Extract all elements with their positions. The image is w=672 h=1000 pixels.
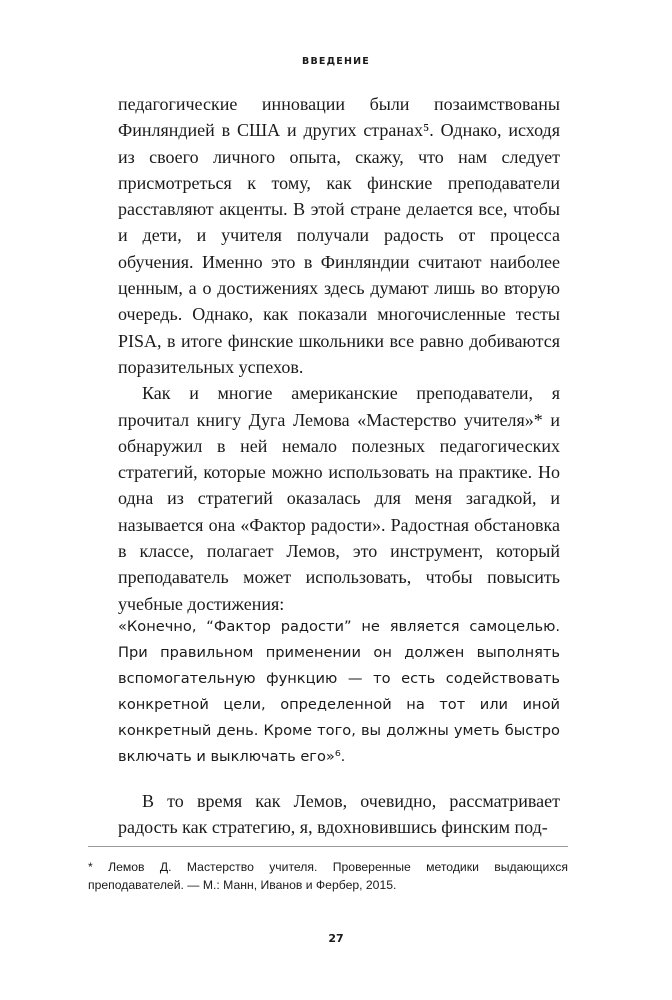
footnote: * Лемов Д. Мастерство учителя. Проверенные методики выдающихся преподавателей. — М.: Манн, Иванов и Фербер, 2015. [88, 860, 568, 892]
paragraph-2: Как и многие американские преподаватели, я прочитал книгу Дуга Лемова «Мастерство учителя»* и обнаружил в ней немало полезных педагогических стратегий, которые можно использовать на практике. Но одна из стратегий оказалась для меня загадкой, и называется она «Фактор радости». Радостная обстановка в классе, полагает Лемов, это инструмент, который преподаватель может использовать, чтобы повысить учебные достижения: [118, 383, 560, 614]
footnote-divider [88, 846, 568, 847]
paragraph-1: педагогические инновации были позаимствованы Финляндией в США и других странах⁵. Однако, исходя из своего личного опыта, скажу, что нам следует присмотреться к тому, как финские преподаватели расставляют акценты. В этой стране делается все, чтобы и дети, и учителя получали радость от процесса обучения. Именно это в Финляндии считают наиболее ценным, а о достижениях здесь думают лишь во вторую очередь. Однако, как показали многочисленные тесты PISA, в итоге финские школьники все равно добиваются поразительных успехов. [118, 94, 560, 377]
paragraph-3: В то время как Лемов, очевидно, рассматривает радость как стратегию, я, вдохновившись финским под- [118, 791, 560, 838]
body-text-continued [118, 788, 560, 841]
body-text [118, 91, 560, 617]
running-head: ВВЕДЕНИЕ [302, 56, 370, 67]
page-number: 27 [328, 932, 344, 945]
block-quote: «Конечно, “Фактор радости” не является самоцелью. При правильном применении он должен выполнять вспомогательную функцию — то есть содействовать конкретной цели, определенной на тот или иной конкретный день. Кроме того, вы должны уметь быстро включать и выключать его»⁶. [118, 618, 560, 765]
